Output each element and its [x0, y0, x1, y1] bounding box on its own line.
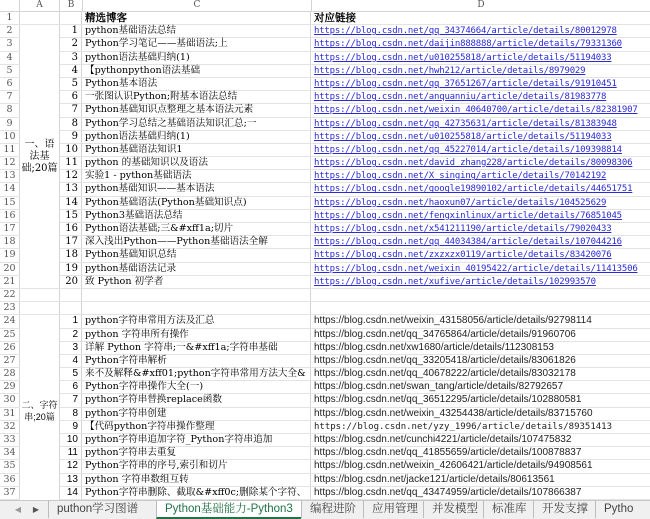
cell-link[interactable]: https://blog.csdn.net/u010255818/article/details/51194033 [314, 131, 612, 142]
row-number[interactable]: 31 [0, 408, 20, 420]
cell-blog-title[interactable]: python 的基础知识以及语法 [83, 157, 311, 169]
cell-index[interactable]: 16 [60, 223, 82, 235]
cell-index[interactable]: 3 [60, 52, 82, 64]
cell-index[interactable]: 4 [60, 65, 82, 77]
table-row [0, 249, 650, 262]
table-row [0, 381, 650, 394]
header-blog-title[interactable]: 精选博客 [83, 12, 311, 24]
cell-link[interactable]: https://blog.csdn.net/david_zhang228/article/details/80098306 [314, 158, 633, 169]
cell-index[interactable]: 1 [60, 25, 82, 37]
cell-index[interactable]: 2 [60, 38, 82, 50]
cell-link[interactable]: https://blog.csdn.net/u010255818/article/details/51194033 [314, 52, 612, 63]
cell-link[interactable]: https://blog.csdn.net/xufive/article/details/102993570 [314, 276, 596, 287]
cell-blog-title[interactable]: 【pythonpython语法基础 [83, 65, 311, 77]
cell-link[interactable]: https://blog.csdn.net/qq_36512295/article/details/102880581 [314, 394, 582, 406]
cell-blog-title[interactable]: python基础知识——基本语法 [83, 183, 311, 195]
row-number[interactable]: 24 [0, 315, 20, 327]
row-number[interactable]: 25 [0, 329, 20, 341]
row-number[interactable]: 7 [0, 91, 20, 103]
cell-link[interactable]: https://blog.csdn.net/qq_43474959/article/details/107866387 [314, 486, 582, 498]
cell-index[interactable]: 7 [60, 394, 82, 406]
cell-b[interactable] [60, 12, 82, 24]
cell-link[interactable]: https://blog.csdn.net/qq_44034384/article/details/107044216 [314, 237, 622, 248]
category-label: 一、语法基础;20篇 [21, 138, 58, 174]
column-header-c[interactable]: C [83, 0, 312, 11]
table-row [0, 447, 650, 460]
table-row [0, 157, 650, 170]
header-link[interactable]: 对应链接 [314, 12, 356, 24]
row-number[interactable]: 18 [0, 236, 20, 248]
table-row [0, 104, 650, 117]
cell-link[interactable]: https://blog.csdn.net/weixin_43254438/article/details/83715760 [314, 407, 593, 419]
cell-blog-title[interactable]: python 字符串数组互转 [83, 474, 311, 486]
cell-blog-title[interactable]: python语法基础归纳(1) [83, 131, 311, 143]
cell-link[interactable]: https://blog.csdn.net/yzy_1996/article/details/89351413 [314, 421, 613, 432]
cell-blog-title[interactable]: 一张图认识Python;附基本语法总结 [83, 91, 311, 103]
sheet-tab[interactable]: puthon学习图谱 [48, 501, 146, 518]
table-row [0, 276, 650, 289]
cell-link[interactable]: https://blog.csdn.net/qq_34765864/article/details/91960706 [314, 328, 576, 340]
cell-a[interactable] [20, 289, 60, 301]
prev-sheet-icon[interactable]: ◀ [14, 505, 22, 514]
cell-link[interactable]: https://blog.csdn.net/qq_42735631/article/details/81383948 [314, 118, 617, 129]
cell-link[interactable]: https://blog.csdn.net/qq_37651267/article/details/91910451 [314, 78, 617, 89]
row-number[interactable]: 1 [0, 12, 20, 24]
rows-container [0, 12, 650, 500]
sheet-tab[interactable]: Python基础能力-Python3 [156, 501, 301, 519]
cell-index[interactable]: 19 [60, 263, 82, 275]
cell-blog-title[interactable]: python基础语法记录 [83, 263, 311, 275]
cell-blog-title[interactable]: Python基础语法知识1 [83, 144, 311, 156]
cell-link[interactable]: https://blog.csdn.net/daijin888888/article/details/79331360 [314, 39, 622, 50]
cell-index[interactable]: 13 [60, 183, 82, 195]
cell-link[interactable]: https://blog.csdn.net/qq_34374664/article/details/80012978 [314, 26, 617, 37]
row-number[interactable]: 14 [0, 183, 20, 195]
cell-index[interactable]: 1 [60, 315, 82, 327]
row-number[interactable]: 35 [0, 460, 20, 472]
cell-blog-title[interactable]: Python字符串解析 [83, 355, 311, 367]
row-number[interactable]: 32 [0, 421, 20, 433]
table-row [0, 183, 650, 196]
cell-d[interactable] [312, 289, 650, 301]
table-row [0, 368, 650, 381]
cell-index[interactable]: 8 [60, 118, 82, 130]
cell-index[interactable]: 6 [60, 91, 82, 103]
cell-index[interactable]: 11 [60, 157, 82, 169]
row-number[interactable]: 11 [0, 144, 20, 156]
row-number[interactable]: 33 [0, 434, 20, 446]
next-sheet-icon[interactable]: ▶ [32, 505, 40, 514]
cell-blog-title[interactable]: Python基础知识总结 [83, 249, 311, 261]
row-number[interactable]: 13 [0, 170, 20, 182]
cell-blog-title[interactable]: python字符串追加字符_Python字符串追加 [83, 434, 311, 446]
row-number[interactable]: 22 [0, 289, 20, 301]
table-row [0, 460, 650, 473]
cell-b[interactable] [60, 302, 82, 314]
cell-link[interactable]: https://blog.csdn.net/cunchi4221/article/details/107475832 [314, 434, 572, 445]
cell-blog-title[interactable]: python字符串替换replace函数 [83, 394, 311, 406]
row-number[interactable]: 36 [0, 474, 20, 486]
cell-index[interactable]: 20 [60, 276, 82, 288]
row-number[interactable]: 8 [0, 104, 20, 116]
row-number[interactable]: 23 [0, 302, 20, 314]
cell-blog-title[interactable]: python基础语法总结 [83, 25, 311, 37]
row-number[interactable]: 12 [0, 157, 20, 169]
table-row [0, 25, 650, 38]
cell-index[interactable]: 14 [60, 197, 82, 209]
row-number[interactable]: 17 [0, 223, 20, 235]
sheet-tab[interactable]: 标准库 [483, 501, 535, 518]
cell-blog-title[interactable]: Python基本语法 [83, 78, 311, 90]
cell-blog-title[interactable]: Python学习总结之基础语法知识汇总;一 [83, 118, 311, 130]
sheet-tab[interactable]: Pytho [595, 501, 641, 518]
table-row [0, 342, 650, 355]
column-header-bar [0, 0, 650, 12]
cell-index[interactable]: 3 [60, 342, 82, 354]
cell-c[interactable] [83, 302, 311, 314]
row-number[interactable]: 34 [0, 447, 20, 459]
table-row [0, 144, 650, 157]
table-row [0, 487, 650, 500]
table-row [0, 236, 650, 249]
table-header-row [0, 12, 650, 25]
row-number[interactable]: 27 [0, 355, 20, 367]
cell-link[interactable]: https://blog.csdn.net/qq_40678222/article/details/83032178 [314, 368, 576, 380]
cell-blog-title[interactable]: Python学习笔记——基础语法;上 [83, 38, 311, 50]
table-row [0, 131, 650, 144]
column-header-d[interactable]: D [477, 0, 485, 10]
blank-row [0, 289, 650, 302]
cell-index[interactable]: 10 [60, 144, 82, 156]
cell-a[interactable] [20, 12, 60, 24]
cell-index[interactable]: 9 [60, 131, 82, 143]
blank-row [0, 302, 650, 315]
cell-blog-title[interactable]: Python基础语法(Python基础知识点) [83, 197, 311, 209]
cell-blog-title[interactable]: 详解 Python 字符串;一&#xff1a;字符串基础 [83, 342, 311, 354]
cell-blog-title[interactable]: python字符串去重复 [83, 447, 311, 459]
sheet-tab[interactable]: 开发支撑 [533, 501, 596, 518]
table-row [0, 394, 650, 407]
row-number[interactable]: 3 [0, 38, 20, 50]
cell-index[interactable]: 15 [60, 210, 82, 222]
table-row [0, 78, 650, 91]
cell-link[interactable]: https://blog.csdn.net/x541211190/article/details/79020433 [314, 224, 612, 234]
row-number[interactable]: 15 [0, 197, 20, 209]
cell-index[interactable]: 7 [60, 104, 82, 116]
sheet-tab[interactable]: 编程进阶 [301, 501, 364, 518]
select-all-corner[interactable] [0, 0, 20, 11]
row-number[interactable]: 37 [0, 487, 20, 499]
cell-index[interactable]: 5 [60, 368, 82, 380]
cell-blog-title[interactable]: python语法基础归纳(1) [83, 52, 311, 64]
cell-index[interactable]: 4 [60, 355, 82, 367]
cell-a[interactable] [20, 302, 60, 314]
cell-link[interactable]: https://blog.csdn.net/xw1680/article/details/112308153 [314, 341, 554, 353]
cell-index[interactable]: 6 [60, 381, 82, 393]
row-number[interactable]: 26 [0, 342, 20, 354]
column-header-a[interactable]: A [20, 0, 60, 11]
row-number[interactable]: 30 [0, 394, 20, 406]
row-number[interactable]: 4 [0, 52, 20, 64]
sheet-tab[interactable]: 应用管理 [363, 501, 426, 518]
cell-link[interactable]: https://blog.csdn.net/anquanniu/article/details/81983778 [314, 92, 607, 103]
cell-link[interactable]: https://blog.csdn.net/google19890102/article/details/44651751 [314, 184, 633, 195]
cell-index[interactable]: 2 [60, 329, 82, 341]
cell-blog-title[interactable]: Python语法基础;三&#xff1a;切片 [83, 223, 311, 235]
row-number[interactable]: 9 [0, 118, 20, 130]
cell-blog-title[interactable]: python字符串常用方法及汇总 [83, 315, 311, 327]
cell-d[interactable] [312, 302, 650, 314]
cell-link[interactable]: https://blog.csdn.net/weixin_43158056/article/details/92798114 [314, 315, 592, 327]
cell-link[interactable]: https://blog.csdn.net/hwh212/article/details/8979029 [314, 65, 586, 76]
cell-link[interactable]: https://blog.csdn.net/qq_33205418/article/details/83061826 [314, 354, 576, 366]
row-number[interactable]: 10 [0, 131, 20, 143]
cell-blog-title[interactable]: 深入浅出Python——Python基础语法全解 [83, 236, 311, 248]
cell-link[interactable]: https://blog.csdn.net/zxzxzx0119/article/details/83420076 [314, 250, 612, 261]
cell-index[interactable]: 12 [60, 460, 82, 472]
cell-blog-title[interactable]: Python字符串操作大全(一) [83, 381, 311, 393]
table-row [0, 118, 650, 131]
row-number[interactable]: 19 [0, 249, 20, 261]
table-row [0, 52, 650, 65]
table-row [0, 355, 650, 368]
table-row [0, 408, 650, 421]
sheet-tab-bar [0, 500, 650, 519]
cell-index[interactable]: 12 [60, 170, 82, 182]
cell-link[interactable]: https://blog.csdn.net/weixin_42606421/article/details/94908561 [314, 460, 593, 472]
cell-blog-title[interactable]: 致 Python 初学者 [83, 276, 311, 288]
cell-c[interactable] [83, 289, 311, 301]
table-row [0, 210, 650, 223]
table-row [0, 65, 650, 78]
cell-index[interactable]: 5 [60, 78, 82, 90]
row-number[interactable]: 5 [0, 65, 20, 77]
row-number[interactable]: 21 [0, 276, 20, 288]
cell-link[interactable]: https://blog.csdn.net/fengxinlinux/article/details/76851045 [314, 210, 622, 221]
table-row [0, 223, 650, 236]
cell-link[interactable]: https://blog.csdn.net/haoxun07/article/details/104525629 [314, 197, 607, 208]
cell-blog-title[interactable]: python字符串创建 [83, 408, 311, 420]
cell-blog-title[interactable]: 来不及解释&#xff01;python字符串常用方法大全& [83, 368, 311, 380]
cell-link[interactable]: https://blog.csdn.net/X_singing/article/details/70142192 [314, 171, 607, 182]
table-row [0, 329, 650, 342]
cell-index[interactable]: 10 [60, 434, 82, 446]
row-number[interactable]: 20 [0, 263, 20, 275]
row-number[interactable]: 2 [0, 25, 20, 37]
cell-link[interactable]: https://blog.csdn.net/weixin_40195422/article/details/11413506 [314, 263, 638, 274]
row-number[interactable]: 29 [0, 381, 20, 393]
cell-index[interactable]: 11 [60, 447, 82, 459]
table-row [0, 421, 650, 434]
cell-index[interactable]: 17 [60, 236, 82, 248]
category-merged-cell[interactable] [20, 316, 60, 500]
cell-index[interactable]: 9 [60, 421, 82, 433]
row-number[interactable]: 16 [0, 210, 20, 222]
table-row [0, 434, 650, 447]
cell-link[interactable]: https://blog.csdn.net/qq_41855659/article/details/100878837 [314, 447, 582, 459]
cell-link[interactable]: https://blog.csdn.net/jacke121/article/details/80613561 [314, 473, 555, 485]
row-number[interactable]: 28 [0, 368, 20, 380]
cell-blog-title[interactable]: 【代码python字符串操作整理 [83, 421, 311, 433]
cell-index[interactable]: 14 [60, 487, 82, 499]
cell-blog-title[interactable]: 实验1 - python基础语法 [83, 170, 311, 182]
cell-b[interactable] [60, 289, 82, 301]
cell-blog-title[interactable]: Python3基础语法总结 [83, 210, 311, 222]
category-merged-cell[interactable] [20, 25, 60, 288]
cell-blog-title[interactable]: Python字符串删除、截取&#xff0c;删除某个字符、 [83, 487, 311, 499]
column-header-b[interactable]: B [60, 0, 83, 11]
table-row [0, 474, 650, 487]
cell-link[interactable]: https://blog.csdn.net/weixin_40640700/article/details/82381907 [314, 105, 638, 116]
cell-index[interactable]: 8 [60, 408, 82, 420]
cell-blog-title[interactable]: Python基础知识点整理之基本语法元素 [83, 104, 311, 116]
sheet-tab[interactable]: 并发模型 [423, 501, 486, 518]
cell-index[interactable]: 13 [60, 474, 82, 486]
cell-link[interactable]: https://blog.csdn.net/swan_tang/article/details/82792657 [314, 381, 564, 393]
table-row [0, 197, 650, 210]
cell-blog-title[interactable]: python 字符串所有操作 [83, 329, 311, 341]
table-row [0, 315, 650, 328]
table-row [0, 38, 650, 51]
row-number[interactable]: 6 [0, 78, 20, 90]
cell-link[interactable]: https://blog.csdn.net/qq_45227014/article/details/109398814 [314, 144, 622, 155]
category-label: 二、字符串;20篇 [21, 399, 58, 422]
table-row [0, 170, 650, 183]
table-row [0, 263, 650, 276]
cell-blog-title[interactable]: Python字符串的序号,索引和切片 [83, 460, 311, 472]
cell-index[interactable]: 18 [60, 249, 82, 261]
table-row [0, 91, 650, 104]
